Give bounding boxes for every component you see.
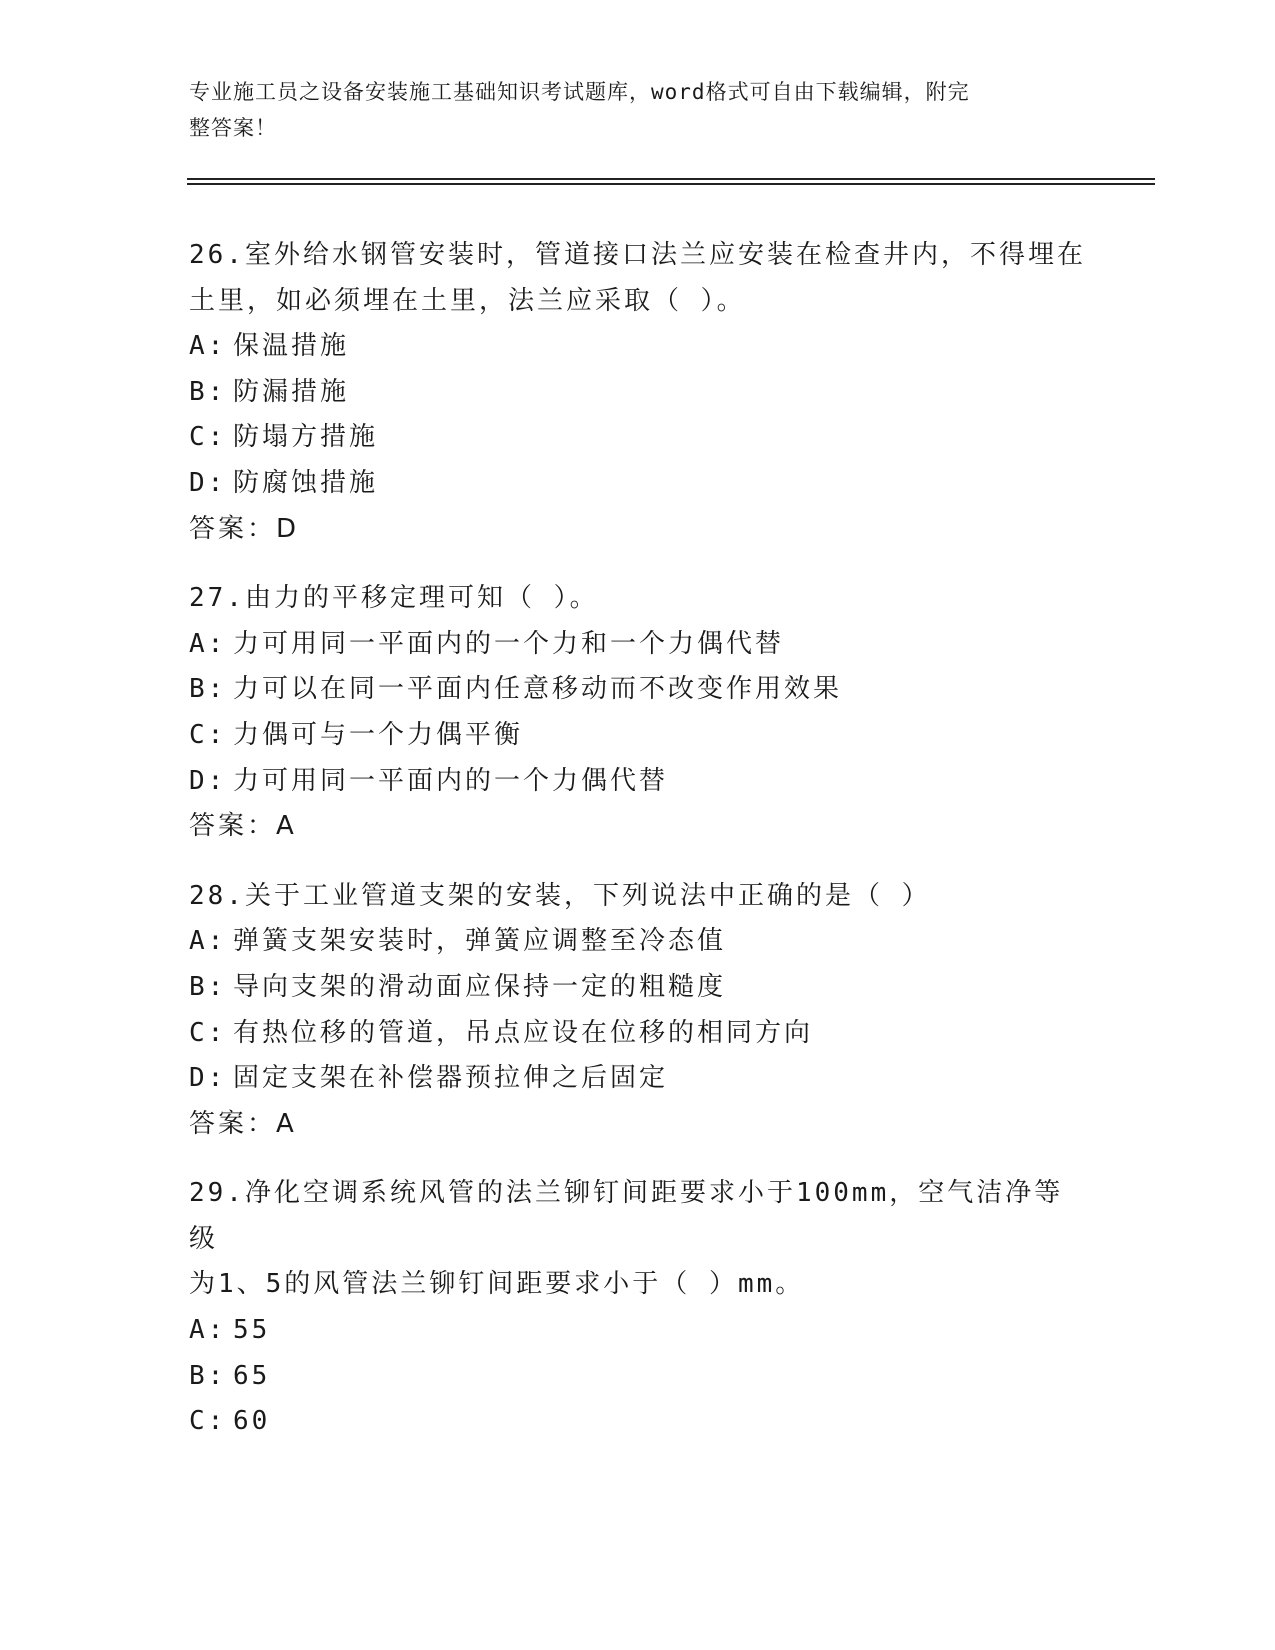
option-text: 55 xyxy=(233,1315,271,1346)
question-28 xyxy=(189,874,1089,1148)
answer-label: 答案： xyxy=(189,811,277,842)
question-line-2: 土里，如必须埋在土里，法兰应采取（ ）。 xyxy=(189,285,746,316)
option-text: 力可用同一平面内的一个力和一个力偶代替 xyxy=(233,628,785,659)
question-text xyxy=(189,233,1089,279)
option-text: 防腐蚀措施 xyxy=(233,467,379,498)
option-text: 弹簧支架安装时，弹簧应调整至冷态值 xyxy=(233,926,727,957)
option-a xyxy=(189,324,1089,370)
option-letter: C: xyxy=(189,719,227,750)
option-letter: B: xyxy=(189,674,227,705)
question-line-1: 净化空调系统风管的法兰铆钉间距要求小于100mm，空气洁净等级 xyxy=(189,1178,1064,1254)
option-letter: A: xyxy=(189,926,227,957)
header-divider-bottom xyxy=(187,183,1155,185)
option-letter: C: xyxy=(189,1406,227,1437)
header-line-1: 专业施工员之设备安装施工基础知识考试题库，word格式可自由下载编辑，附完 xyxy=(189,80,970,104)
answer-label: 答案： xyxy=(189,1108,277,1139)
option-text: 保温措施 xyxy=(233,331,350,362)
question-27 xyxy=(189,576,1089,850)
question-number: 28. xyxy=(189,880,245,911)
option-b xyxy=(189,1354,1089,1400)
document-header xyxy=(189,74,1089,146)
option-text: 防漏措施 xyxy=(233,376,350,407)
option-text: 65 xyxy=(233,1360,271,1391)
question-number: 27. xyxy=(189,583,245,614)
option-letter: D: xyxy=(189,1063,227,1094)
option-c xyxy=(189,713,1089,759)
question-number: 26. xyxy=(189,240,245,270)
option-letter: D: xyxy=(189,765,227,796)
answer xyxy=(189,804,1089,850)
option-a xyxy=(189,622,1089,668)
option-text: 有热位移的管道，吊点应设在位移的相同方向 xyxy=(233,1017,814,1048)
answer-value: D xyxy=(276,513,300,544)
option-a xyxy=(189,1308,1089,1354)
question-26 xyxy=(189,233,1089,552)
option-b xyxy=(189,667,1089,713)
header-divider-top xyxy=(187,178,1155,180)
question-number: 29. xyxy=(189,1178,245,1209)
option-letter: B: xyxy=(189,971,227,1002)
option-text: 60 xyxy=(233,1406,271,1437)
option-letter: B: xyxy=(189,1360,227,1391)
option-text: 防塌方措施 xyxy=(233,422,379,453)
answer-value: A xyxy=(276,1108,297,1139)
option-letter: C: xyxy=(189,1017,227,1048)
option-b xyxy=(189,965,1089,1011)
option-letter: D: xyxy=(189,467,227,498)
question-line-1: 由力的平移定理可知（ ）。 xyxy=(244,583,599,614)
option-text: 力可用同一平面内的一个力偶代替 xyxy=(233,765,669,796)
option-text: 导向支架的滑动面应保持一定的粗糙度 xyxy=(233,971,727,1002)
question-text xyxy=(189,576,1089,622)
option-d xyxy=(189,461,1089,507)
answer-value: A xyxy=(276,811,297,842)
option-letter: A: xyxy=(189,628,227,659)
question-line-2: 为1、5的风管法兰铆钉间距要求小于（ ）mm。 xyxy=(189,1269,805,1300)
option-c xyxy=(189,1399,1089,1445)
question-29 xyxy=(189,1171,1089,1445)
option-b xyxy=(189,370,1089,416)
question-line-1: 关于工业管道支架的安装，下列说法中正确的是（ ） xyxy=(244,880,931,911)
header-line-2: 整答案！ xyxy=(189,116,277,140)
question-line-1: 室外给水钢管安装时，管道接口法兰应安装在检查井内，不得埋在 xyxy=(244,240,1086,270)
option-letter: C: xyxy=(189,422,227,453)
answer xyxy=(189,1102,1089,1148)
option-c xyxy=(189,1011,1089,1057)
option-text: 力可以在同一平面内任意移动而不改变作用效果 xyxy=(233,674,843,705)
question-text xyxy=(189,1171,1089,1262)
option-letter: B: xyxy=(189,376,227,407)
option-a xyxy=(189,919,1089,965)
option-d xyxy=(189,1056,1089,1102)
option-letter: A: xyxy=(189,1315,227,1346)
question-text xyxy=(189,874,1089,920)
option-text: 固定支架在补偿器预拉伸之后固定 xyxy=(233,1063,669,1094)
option-d xyxy=(189,759,1089,805)
question-list xyxy=(189,233,1089,1469)
answer xyxy=(189,507,1089,553)
option-letter: A: xyxy=(189,331,227,362)
option-text: 力偶可与一个力偶平衡 xyxy=(233,719,524,750)
answer-label: 答案： xyxy=(189,513,277,544)
option-c xyxy=(189,415,1089,461)
